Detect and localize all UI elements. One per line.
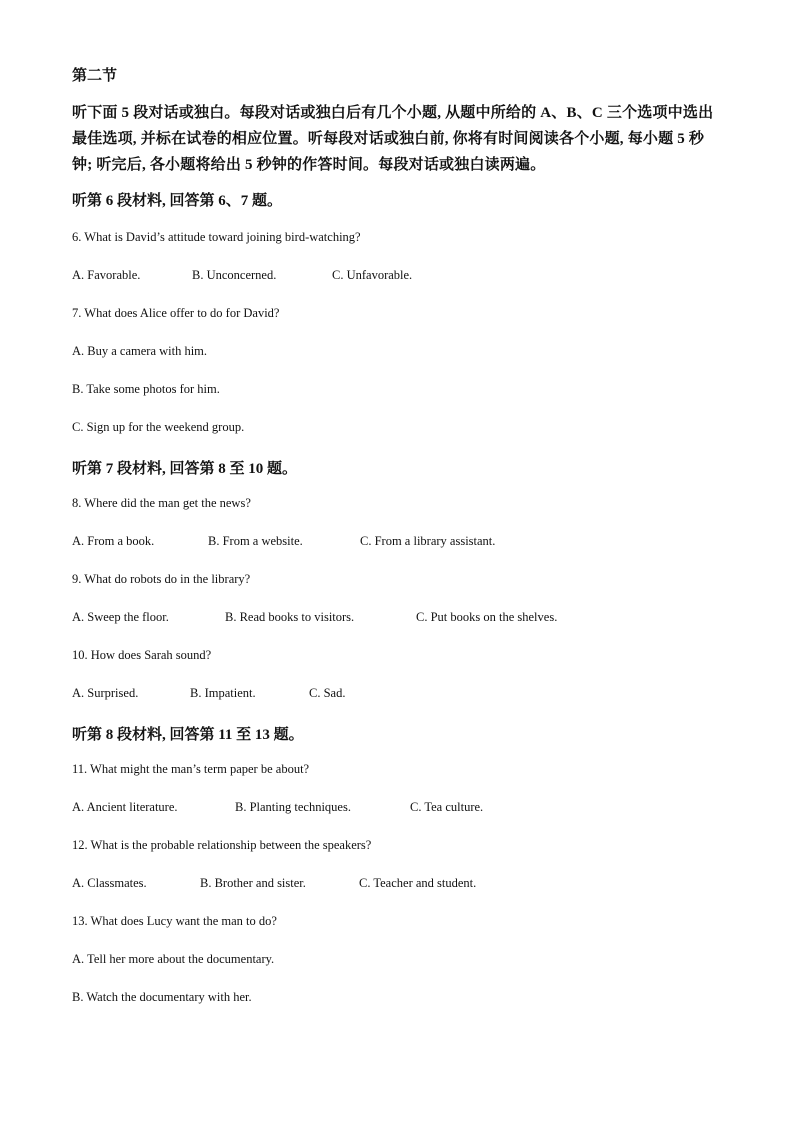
option-b: B. From a website. xyxy=(208,534,303,548)
section-title: 第二节 xyxy=(72,68,118,84)
option-c: C. Tea culture. xyxy=(410,800,484,814)
option-a: A. Sweep the floor. xyxy=(72,610,169,624)
question-8: 8. Where did the man get the news? xyxy=(72,496,251,510)
question-10-options xyxy=(72,686,345,701)
option-b: B. Watch the documentary with her. xyxy=(72,990,252,1004)
option-a: A. Tell her more about the documentary. xyxy=(72,952,275,966)
option-c: C. Put books on the shelves. xyxy=(416,610,558,624)
option-c: C. Teacher and student. xyxy=(359,876,477,890)
option-b: B. Unconcerned. xyxy=(192,268,277,282)
option-c: C. Sign up for the weekend group. xyxy=(72,420,245,434)
option-b: B. Planting techniques. xyxy=(235,800,351,814)
question-8-options xyxy=(72,534,495,549)
option-a: A. Classmates. xyxy=(72,876,147,890)
option-a: A. Buy a camera with him. xyxy=(72,344,208,358)
question-9-options xyxy=(72,610,557,625)
option-b: B. Take some photos for him. xyxy=(72,382,220,396)
question-11-options xyxy=(72,800,483,815)
part-heading-7: 听第 7 段材料, 回答第 8 至 10 题。 xyxy=(72,461,298,477)
option-c: C. Unfavorable. xyxy=(332,268,413,282)
option-a: A. From a book. xyxy=(72,534,155,548)
part-heading-8: 听第 8 段材料, 回答第 11 至 13 题。 xyxy=(72,727,304,743)
option-c: C. Sad. xyxy=(309,686,346,700)
part-heading-6: 听第 6 段材料, 回答第 6、7 题。 xyxy=(72,193,283,209)
question-12-options xyxy=(72,876,476,891)
option-a: A. Favorable. xyxy=(72,268,141,282)
option-a: A. Surprised. xyxy=(72,686,139,700)
option-a: A. Ancient literature. xyxy=(72,800,178,814)
option-b: B. Read books to visitors. xyxy=(225,610,355,624)
question-6-options xyxy=(72,268,412,283)
section-instructions: 听下面 5 段对话或独白。每段对话或独白后有几个小题, 从题中所给的 A、B、C 三个选项中选出最佳选项, 并标在试卷的相应位置。听每段对话或独白前, 你将有时间阅读各个小题, 每小题 5 秒钟; 听完后, 各小题将给出 5 秒钟的作答时间。每段对话或独白读两遍。 xyxy=(72,105,714,173)
option-b: B. Brother and sister. xyxy=(200,876,306,890)
question-13: 13. What does Lucy want the man to do? xyxy=(72,914,277,928)
question-6: 6. What is David’s attitude toward joining bird-watching? xyxy=(72,230,361,244)
question-11: 11. What might the man’s term paper be about? xyxy=(72,762,310,776)
option-c: C. From a library assistant. xyxy=(360,534,496,548)
question-12: 12. What is the probable relationship between the speakers? xyxy=(72,838,372,852)
option-b: B. Impatient. xyxy=(190,686,256,700)
question-7: 7. What does Alice offer to do for David? xyxy=(72,306,280,320)
question-9: 9. What do robots do in the library? xyxy=(72,572,251,586)
question-10: 10. How does Sarah sound? xyxy=(72,648,212,662)
